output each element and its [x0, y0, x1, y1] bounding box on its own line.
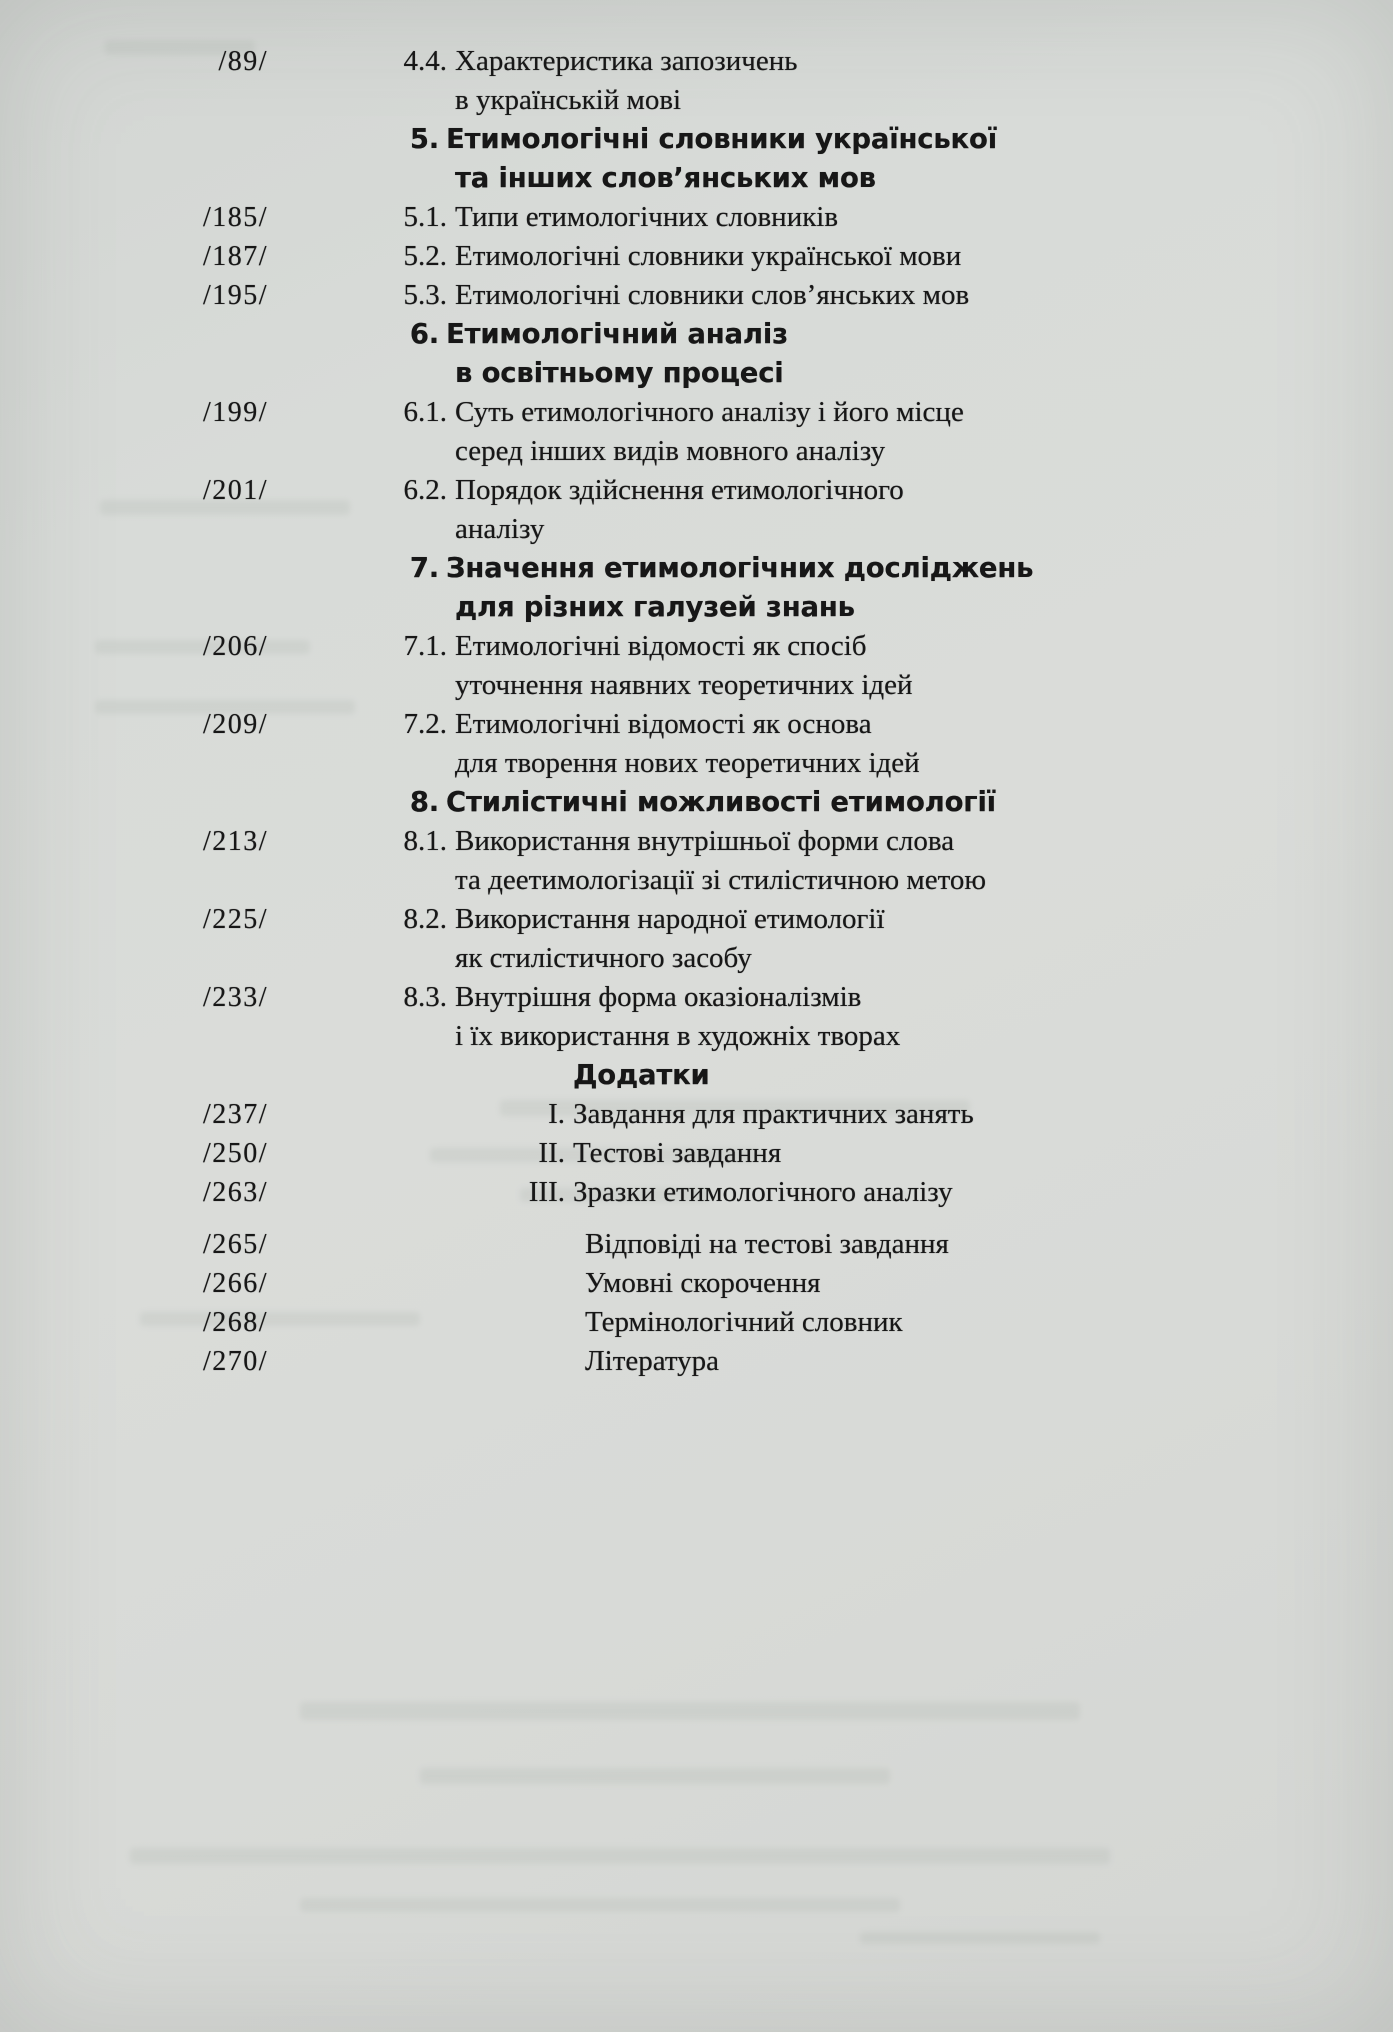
entry-first-line	[390, 1176, 953, 1208]
page-number: /225/	[202, 904, 268, 935]
toc-row	[0, 315, 1393, 393]
page-number: /89/	[218, 46, 268, 77]
entry-number: III.	[528, 1176, 565, 1208]
entry-first-line	[390, 396, 964, 428]
toc-row	[0, 978, 1393, 1056]
entry-text: Характеристика запозичень	[455, 45, 798, 77]
toc-row	[0, 42, 1393, 120]
entry-number: 7.2.	[403, 708, 447, 740]
entry-text: Етимологічні словники слов’янських мов	[455, 279, 970, 311]
page-number: /263/	[202, 1177, 268, 1208]
entry-text-wrap: та деетимологізації зі стилістичною метою	[455, 864, 987, 896]
toc-entry	[390, 198, 1310, 237]
entry-first-line	[585, 1267, 820, 1299]
entry-first-line	[390, 903, 885, 935]
entry-first-line	[390, 825, 954, 857]
toc-row	[0, 1225, 1393, 1264]
entry-text: Суть етимологічного аналізу і його місце	[455, 396, 964, 428]
toc-row	[0, 471, 1393, 549]
toc-row	[0, 1056, 1393, 1095]
entry-text-wrap: для творення нових теоретичних ідей	[455, 747, 920, 779]
entry-text: Зразки етимологічного аналізу	[573, 1176, 953, 1208]
entry-first-line	[390, 201, 838, 233]
entry-first-line	[390, 240, 961, 272]
entry-text: Етимологічні відомості як основа	[455, 708, 872, 740]
entry-text: Етимологічні словники української	[446, 123, 997, 155]
toc-row	[0, 276, 1393, 315]
toc-entry	[390, 1173, 1310, 1212]
toc-entry	[390, 900, 1310, 978]
toc-entry	[390, 120, 1310, 198]
toc-entry	[390, 822, 1310, 900]
toc-row	[0, 1173, 1393, 1212]
entry-text: Відповіді на тестові завдання	[585, 1228, 949, 1260]
table-of-contents	[0, 42, 1393, 1381]
bleed-through-mark	[300, 1702, 1080, 1720]
entry-number: 5.1.	[403, 201, 447, 233]
page-number: /185/	[202, 202, 268, 233]
toc-row	[0, 705, 1393, 783]
toc-entry	[390, 978, 1310, 1056]
toc-entry	[390, 783, 1310, 822]
entry-text: Типи етимологічних словників	[455, 201, 839, 233]
entry-text: Етимологічний аналіз	[446, 318, 788, 350]
entry-number: 6.1.	[403, 396, 447, 428]
entry-first-line	[390, 318, 788, 350]
toc-row	[0, 549, 1393, 627]
entry-text: Термінологічний словник	[585, 1306, 903, 1338]
page-number: /199/	[202, 397, 268, 428]
entry-first-line	[390, 474, 904, 506]
page-number: /195/	[202, 280, 268, 311]
entry-number: 6.	[409, 318, 439, 350]
entry-first-line	[390, 45, 797, 77]
entry-text: Етимологічні словники української мови	[455, 240, 962, 272]
toc-entry	[390, 471, 1310, 549]
entry-first-line	[390, 1137, 781, 1169]
entry-text: Стилістичні можливості етимології	[446, 786, 996, 818]
entry-number: 4.4.	[403, 45, 447, 77]
toc-row	[0, 1342, 1393, 1381]
entry-first-line	[390, 552, 1033, 584]
entry-first-line	[585, 1345, 719, 1377]
entry-first-line	[390, 786, 996, 818]
toc-row	[0, 393, 1393, 471]
page-number: /201/	[202, 475, 268, 506]
toc-entry	[390, 705, 1310, 783]
entry-text: Література	[585, 1345, 720, 1377]
entry-text: Значення етимологічних досліджень	[446, 552, 1034, 584]
toc-entry	[390, 1303, 1393, 1342]
toc-entry	[390, 627, 1310, 705]
entry-number: 8.3.	[403, 981, 447, 1013]
entry-text-wrap: в українській мові	[455, 84, 682, 116]
entry-text-wrap: для різних галузей знань	[455, 591, 855, 623]
entry-first-line	[390, 630, 867, 662]
toc-row	[0, 1264, 1393, 1303]
page-number: /206/	[202, 631, 268, 662]
page-number: /266/	[202, 1268, 268, 1299]
entry-first-line	[390, 123, 997, 155]
page-number: /209/	[202, 709, 268, 740]
toc-entry	[390, 1056, 1393, 1095]
entry-first-line	[585, 1306, 903, 1338]
page-number: /268/	[202, 1307, 268, 1338]
entry-text-wrap: та інших слов’янських мов	[455, 162, 876, 194]
entry-number: 8.1.	[403, 825, 447, 857]
bleed-through-mark	[130, 1848, 1110, 1864]
page-number: /265/	[202, 1229, 268, 1260]
entry-number: II.	[538, 1137, 565, 1169]
entry-number: 6.2.	[403, 474, 447, 506]
toc-entry	[390, 549, 1310, 627]
entry-number: I.	[548, 1098, 565, 1130]
page-number: /187/	[202, 241, 268, 272]
entry-text: Тестові завдання	[573, 1137, 782, 1169]
entry-text: Використання внутрішньої форми слова	[455, 825, 955, 857]
toc-row	[0, 627, 1393, 705]
toc-entry	[390, 1095, 1310, 1134]
entry-text-wrap: і їх використання в художніх творах	[455, 1020, 901, 1052]
toc-row	[0, 783, 1393, 822]
entry-text: Внутрішня форма оказіоналізмів	[455, 981, 862, 1013]
toc-entry	[390, 1264, 1393, 1303]
entry-text-wrap: уточнення наявних теоретичних ідей	[455, 669, 913, 701]
toc-row	[0, 1134, 1393, 1173]
entry-number: 8.	[409, 786, 439, 818]
page-number: /233/	[202, 982, 268, 1013]
toc-entry	[390, 237, 1310, 276]
entry-text: Етимологічні відомості як спосіб	[455, 630, 867, 662]
toc-entry	[390, 276, 1310, 315]
bleed-through-mark	[300, 1898, 900, 1912]
entry-text: Додатки	[573, 1059, 710, 1091]
entry-text: Умовні скорочення	[585, 1267, 821, 1299]
entry-first-line	[573, 1059, 710, 1091]
entry-number: 5.2.	[403, 240, 447, 272]
entry-text-wrap: серед інших видів мовного аналізу	[455, 435, 886, 467]
entry-number: 5.	[409, 123, 439, 155]
toc-row	[0, 900, 1393, 978]
toc-row	[0, 198, 1393, 237]
entry-text-wrap: в освітньому процесі	[455, 357, 784, 389]
entry-number: 8.2.	[403, 903, 447, 935]
entry-text: Завдання для практичних занять	[573, 1098, 974, 1130]
toc-row	[0, 120, 1393, 198]
toc-row	[0, 1303, 1393, 1342]
page-number: /250/	[202, 1138, 268, 1169]
entry-first-line	[390, 279, 969, 311]
entry-text-wrap: аналізу	[455, 513, 545, 545]
entry-text: Використання народної етимології	[455, 903, 885, 935]
entry-text-wrap: як стилістичного засобу	[455, 942, 752, 974]
toc-entry	[390, 1342, 1393, 1381]
page-number: /270/	[202, 1346, 268, 1377]
toc-entry	[390, 1225, 1393, 1264]
entry-first-line	[390, 1098, 974, 1130]
entry-number: 7.1.	[403, 630, 447, 662]
toc-entry	[390, 393, 1310, 471]
toc-row	[0, 1095, 1393, 1134]
entry-text: Порядок здійснення етимологічного	[455, 474, 904, 506]
bleed-through-mark	[860, 1932, 1100, 1944]
entry-first-line	[390, 981, 861, 1013]
toc-row	[0, 237, 1393, 276]
toc-entry	[390, 42, 1310, 120]
entry-first-line	[390, 708, 872, 740]
toc-entry	[390, 315, 1310, 393]
entry-number: 5.3.	[403, 279, 447, 311]
toc-row	[0, 822, 1393, 900]
bleed-through-mark	[420, 1768, 890, 1784]
page-number: /237/	[202, 1099, 268, 1130]
page-number: /213/	[202, 826, 268, 857]
toc-entry	[390, 1134, 1310, 1173]
entry-number: 7.	[409, 552, 439, 584]
entry-first-line	[585, 1228, 949, 1260]
